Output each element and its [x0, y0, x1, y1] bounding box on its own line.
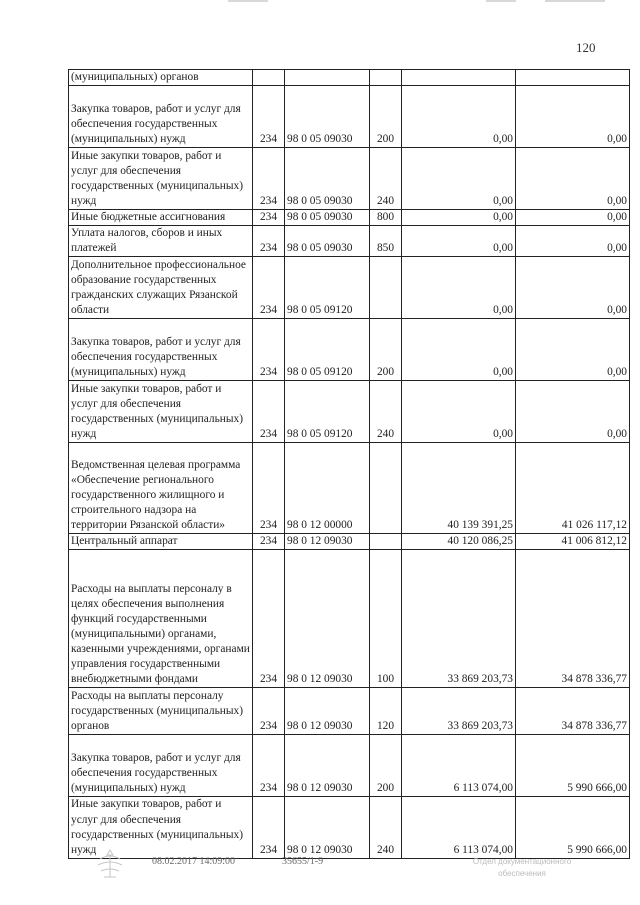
row-gr: 200 — [370, 735, 402, 797]
row-sum-2019: 0,00 — [516, 86, 630, 148]
row-sum-2019: 34 878 336,77 — [516, 550, 630, 688]
row-vr: 234 — [253, 550, 285, 688]
row-sum-2018: 0,00 — [402, 148, 516, 210]
row-code: 98 0 05 09030 — [285, 148, 370, 210]
row-sum-2018: 6 113 074,00 — [402, 735, 516, 797]
row-gr: 200 — [370, 86, 402, 148]
row-gr: 800 — [370, 210, 402, 226]
row-sum-2019: 41 026 117,12 — [516, 443, 630, 534]
row-gr: 850 — [370, 226, 402, 257]
row-code: 98 0 05 09030 — [285, 226, 370, 257]
table-row — [69, 550, 630, 688]
row-name: Расходы на выплаты персоналу государственных (муниципальных) органов — [69, 688, 253, 735]
row-vr: 234 — [253, 257, 285, 319]
row-sum-2018: 0,00 — [402, 226, 516, 257]
row-name: Иные закупки товаров, работ и услуг для обеспечения государственных (муниципальных) нужд — [69, 148, 253, 210]
row-sum-2019: 0,00 — [516, 210, 630, 226]
row-gr — [370, 257, 402, 319]
table-row — [69, 257, 630, 319]
row-vr: 234 — [253, 735, 285, 797]
row-code: 98 0 05 09030 — [285, 210, 370, 226]
row-code: 98 0 12 09030 — [285, 550, 370, 688]
row-sum-2018: 0,00 — [402, 257, 516, 319]
table-row — [69, 70, 630, 86]
row-sum-2018: 6 113 074,00 — [402, 797, 516, 858]
table-row — [69, 319, 630, 381]
row-code: 98 0 05 09030 — [285, 86, 370, 148]
row-vr: 234 — [253, 443, 285, 534]
registration-stamp: Отдел документационного обеспечения — [472, 857, 572, 878]
row-sum-2019: 41 006 812,12 — [516, 534, 630, 550]
row-name: Иные закупки товаров, работ и услуг для обеспечения государственных (муниципальных) нужд — [69, 797, 253, 858]
row-sum-2018: 33 869 203,73 — [402, 688, 516, 735]
row-gr: 200 — [370, 319, 402, 381]
scan-artifact — [486, 0, 516, 2]
row-gr: 240 — [370, 148, 402, 210]
row-vr: 234 — [253, 226, 285, 257]
row-vr: 234 — [253, 148, 285, 210]
row-name: Иные закупки товаров, работ и услуг для обеспечения государственных (муниципальных) нужд — [69, 381, 253, 443]
row-code: 98 0 12 00000 — [285, 443, 370, 534]
row-code: 98 0 12 09030 — [285, 688, 370, 735]
row-gr: 240 — [370, 381, 402, 443]
row-name: Уплата налогов, сборов и иных платежей — [69, 226, 253, 257]
row-sum-2018: 0,00 — [402, 210, 516, 226]
row-sum-2018: 33 869 203,73 — [402, 550, 516, 688]
row-name: Иные бюджетные ассигнования — [69, 210, 253, 226]
scan-artifact — [228, 0, 268, 2]
row-sum-2018: 0,00 — [402, 381, 516, 443]
page-number: 120 — [576, 40, 596, 55]
row-sum-2019 — [516, 70, 630, 86]
row-vr — [253, 70, 285, 86]
row-vr: 234 — [253, 210, 285, 226]
table-row — [69, 797, 630, 858]
table-row — [69, 381, 630, 443]
table-row — [69, 148, 630, 210]
row-code: 98 0 05 09120 — [285, 257, 370, 319]
table-row — [69, 443, 630, 534]
row-code — [285, 70, 370, 86]
row-sum-2019: 5 990 666,00 — [516, 797, 630, 858]
row-name: Расходы на выплаты персоналу в целях обеспечения выполнения функций государственными (муниципальными) органами, казенными учреждениями, органами управления государственными внебюджетными фондами — [69, 550, 253, 688]
row-vr: 234 — [253, 534, 285, 550]
footer-doc-number: 35655/1-9 — [282, 856, 324, 867]
row-sum-2019: 0,00 — [516, 319, 630, 381]
row-sum-2019: 34 878 336,77 — [516, 688, 630, 735]
row-gr — [370, 534, 402, 550]
row-gr — [370, 443, 402, 534]
row-name: (муниципальных) органов — [69, 70, 253, 86]
row-sum-2019: 0,00 — [516, 381, 630, 443]
row-name: Дополнительное профессиональное образование государственных гражданских служащих Рязанской области — [69, 257, 253, 319]
row-sum-2018 — [402, 70, 516, 86]
footer-datetime: 08.02.2017 14:09:00 — [152, 856, 236, 867]
scan-artifact — [545, 0, 605, 2]
row-sum-2018: 0,00 — [402, 86, 516, 148]
row-code: 98 0 05 09120 — [285, 381, 370, 443]
row-gr: 240 — [370, 797, 402, 858]
table-row — [69, 735, 630, 797]
row-sum-2018: 0,00 — [402, 319, 516, 381]
row-sum-2019: 0,00 — [516, 257, 630, 319]
row-sum-2019: 0,00 — [516, 226, 630, 257]
row-sum-2018: 40 139 391,25 — [402, 443, 516, 534]
row-vr: 234 — [253, 381, 285, 443]
row-name: Закупка товаров, работ и услуг для обеспечения государственных (муниципальных) нужд — [69, 319, 253, 381]
row-gr — [370, 70, 402, 86]
row-vr: 234 — [253, 86, 285, 148]
row-name: Закупка товаров, работ и услуг для обеспечения государственных (муниципальных) нужд — [69, 86, 253, 148]
row-code: 98 0 12 09030 — [285, 534, 370, 550]
row-code: 98 0 12 09030 — [285, 735, 370, 797]
row-code: 98 0 05 09120 — [285, 319, 370, 381]
row-gr: 100 — [370, 550, 402, 688]
budget-table-body — [69, 70, 630, 859]
table-row — [69, 226, 630, 257]
budget-table — [68, 69, 630, 859]
row-vr: 234 — [253, 797, 285, 858]
row-sum-2018: 40 120 086,25 — [402, 534, 516, 550]
row-sum-2019: 0,00 — [516, 148, 630, 210]
table-row — [69, 534, 630, 550]
row-vr: 234 — [253, 688, 285, 735]
emblem-icon — [92, 847, 128, 881]
table-row — [69, 210, 630, 226]
row-gr: 120 — [370, 688, 402, 735]
table-row — [69, 688, 630, 735]
row-name: Ведомственная целевая программа «Обеспечение регионального государственного жилищного и строительного надзора на территории Рязанской области» — [69, 443, 253, 534]
row-name: Закупка товаров, работ и услуг для обеспечения государственных (муниципальных) нужд — [69, 735, 253, 797]
row-code: 98 0 12 09030 — [285, 797, 370, 858]
row-vr: 234 — [253, 319, 285, 381]
row-sum-2019: 5 990 666,00 — [516, 735, 630, 797]
row-name: Центральный аппарат — [69, 534, 253, 550]
table-row — [69, 86, 630, 148]
